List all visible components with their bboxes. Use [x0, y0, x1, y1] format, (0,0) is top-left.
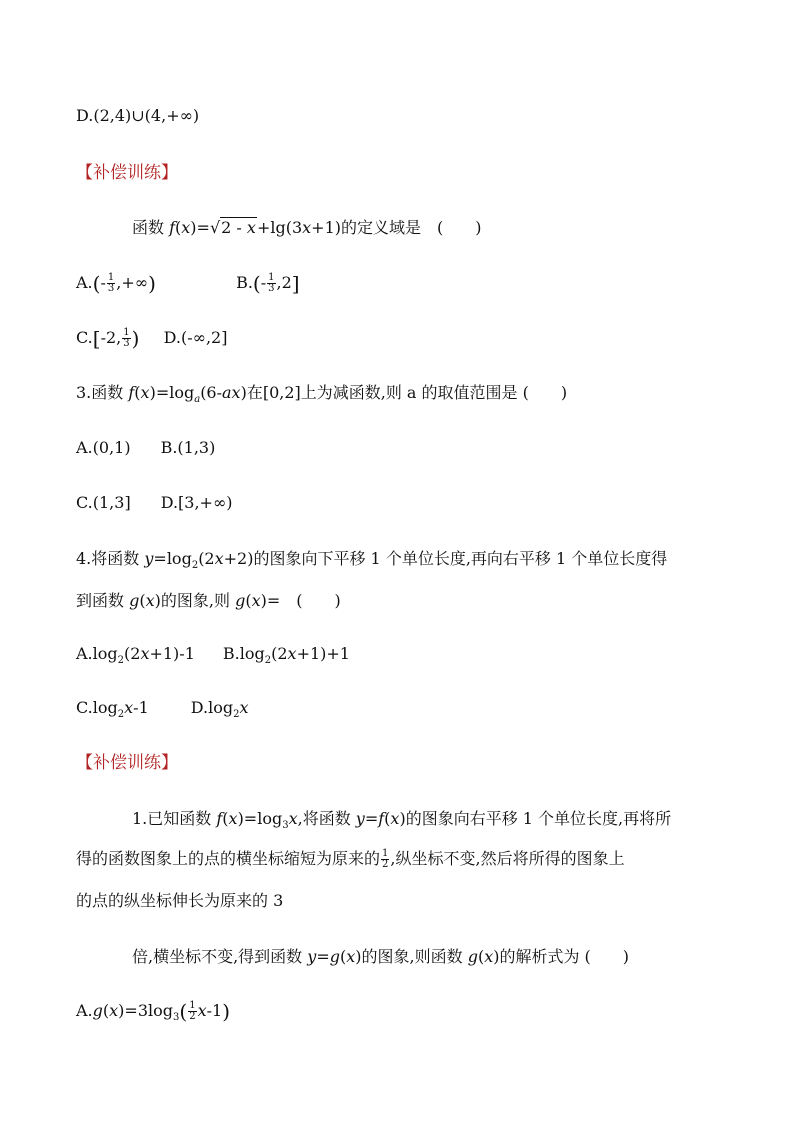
practice-1-line1: 1.已知函数 $f(x)=\log_3x$,将函数 y=f(x)的图象向右平移 1 个单位长度,再将所: [132, 809, 672, 832]
practice-1-line3: 的点的纵坐标伸长为原来的 3: [76, 891, 284, 910]
q4-options-cd: $C.\log_2x-1$ $D.\log_2x$: [76, 698, 249, 721]
question-4-line2: 到函数 g(x)的图象,则 g(x)= ( ): [76, 591, 341, 610]
options-cd-domain: C.[-2, $\frac{1}{3}$ ) D.(-∞,2]: [76, 326, 228, 351]
question-3: 3.函数 $f(x)=\log_a(6-ax)$在[0,2]上为减函数,则 a 的取值范围是 ( ): [76, 383, 568, 406]
question-domain: 函数 f(x)=√2 - x+lg(3x+1)的定义域是 ( ): [132, 218, 482, 237]
option-d-previous: D.(2,4)∪(4,+∞): [76, 106, 200, 125]
q3-options-ab: A.(0,1) B.(1,3): [76, 438, 216, 457]
section-heading-compensation-2: 【补偿训练】: [76, 753, 178, 773]
answer-option-a: $A.g(x)=3\log_3$( $\frac{1}{2}$ x-1): [76, 999, 230, 1024]
practice-1-line2: 得的函数图象上的点的横坐标缩短为原来的 $\frac{1}{2}$ ,纵坐标不变,然后将所得的图象上: [76, 848, 625, 870]
question-4-line1: 4.将函数 $y=\log_2(2x+2)$的图象向下平移 1 个单位长度,再向右平移 1 个单位长度得: [76, 549, 668, 572]
section-heading-compensation-1: 【补偿训练】: [76, 163, 178, 183]
q3-options-cd: C.(1,3] D.[3,+∞): [76, 493, 233, 512]
options-ab-domain: A.(- $\frac{1}{3}$ ,+∞) B.(- $\frac{1}{3}$ ,2]: [76, 271, 300, 296]
q4-options-ab: $A.\log_2(2x+1)-1$ $B.\log_2(2x+1)+1$: [76, 644, 350, 667]
practice-1-line4: 倍,横坐标不变,得到函数 y=g(x)的图象,则函数 g(x)的解析式为 ( ): [132, 947, 630, 966]
